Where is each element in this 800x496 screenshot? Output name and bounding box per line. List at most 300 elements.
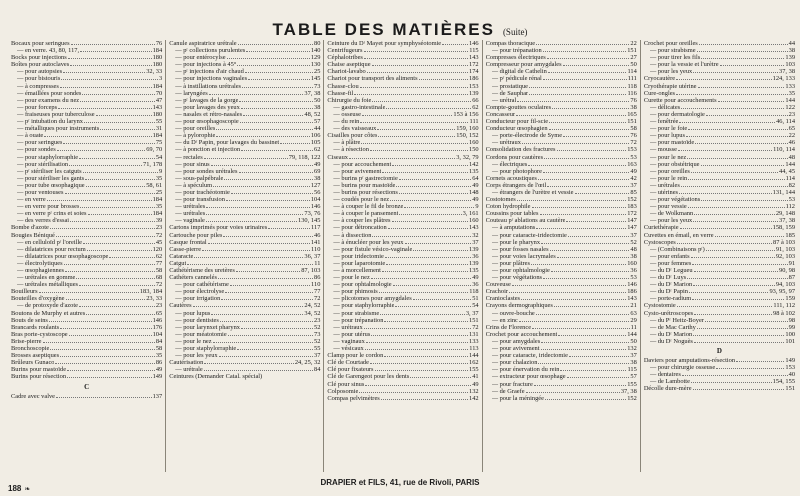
- entry-label: — en zinc: [491, 316, 518, 324]
- index-entry: [327, 345, 478, 352]
- index-entry: [169, 118, 320, 125]
- dot-leader: [413, 250, 468, 251]
- entry-label: — pour le nez: [649, 153, 687, 161]
- dot-leader: [543, 278, 629, 279]
- entry-page-ref: 118: [627, 82, 637, 90]
- index-entry: [11, 139, 162, 146]
- entry-page-ref: 186: [469, 75, 479, 83]
- entry-label: — à spéculum: [175, 181, 213, 189]
- dot-leader: [404, 207, 474, 208]
- entry-label: Chaise aseptique: [327, 61, 371, 69]
- entry-label: — pour voies lacrymales: [491, 252, 556, 260]
- dot-leader: [63, 72, 145, 73]
- dot-leader: [219, 356, 313, 357]
- index-column: [482, 40, 640, 472]
- entry-page-ref: 11: [630, 323, 637, 331]
- index-entry: [327, 338, 478, 345]
- dot-leader: [541, 342, 629, 343]
- index-entry: [644, 331, 795, 338]
- dot-leader: [79, 285, 155, 286]
- entry-page-ref: 38: [630, 103, 637, 111]
- dot-leader: [399, 179, 471, 180]
- entry-page-ref: 184: [152, 47, 163, 55]
- dot-leader: [55, 363, 154, 364]
- index-entry: [644, 182, 795, 189]
- index-entry: [644, 104, 795, 111]
- dot-leader: [206, 221, 297, 222]
- index-entry: [486, 203, 637, 210]
- dot-leader: [541, 349, 627, 350]
- dot-leader: [575, 193, 630, 194]
- entry-label: — ouvre-bouche: [491, 309, 535, 317]
- entry-label: — pour tirer les fils: [649, 54, 701, 62]
- entry-label: Bougies Béniqué: [11, 231, 55, 239]
- entry-page-ref: 104: [152, 330, 163, 338]
- entry-label: — burins pour résections: [333, 188, 398, 196]
- entry-label: Chariot pour transport des aliments: [327, 75, 418, 83]
- dot-leader: [382, 271, 468, 272]
- index-entry: [11, 295, 162, 302]
- dot-leader: [706, 115, 788, 116]
- entry-page-ref: 142: [469, 160, 479, 168]
- entry-label: Crins de Florence: [485, 323, 532, 331]
- dot-leader: [534, 385, 626, 386]
- entry-page-ref: 68: [155, 274, 163, 282]
- dot-leader: [109, 257, 154, 258]
- dot-leader: [228, 335, 313, 336]
- index-entry: [11, 118, 162, 125]
- dot-leader: [221, 299, 313, 300]
- dot-leader: [204, 158, 288, 159]
- entry-label: — pour phimosis: [333, 288, 378, 296]
- entry-page-ref: 86: [155, 359, 163, 367]
- entry-page-ref: 132: [627, 345, 637, 353]
- entry-label: — à dissection: [333, 231, 372, 239]
- dot-leader: [65, 271, 155, 272]
- index-entry: [644, 175, 795, 182]
- index-entry: [169, 210, 320, 217]
- entry-page-ref: 111: [627, 75, 637, 83]
- index-entry: [169, 302, 320, 309]
- dot-leader: [681, 186, 788, 187]
- entry-label: Casque frontal: [169, 238, 207, 246]
- dot-leader: [50, 228, 155, 229]
- dot-leader: [187, 264, 313, 265]
- entry-label: Consolidation des fractures: [485, 146, 556, 154]
- dot-leader: [365, 385, 471, 386]
- dot-leader: [79, 306, 155, 307]
- index-entry: [327, 381, 478, 388]
- index-entry: [327, 295, 478, 302]
- entry-label: — urétrales: [175, 210, 206, 218]
- index-entry: [327, 302, 478, 309]
- entry-page-ref: 180: [152, 110, 163, 118]
- entry-label: Cautérisation: [169, 359, 204, 367]
- dot-leader: [365, 349, 468, 350]
- index-entry: [327, 324, 478, 331]
- entry-label: — pour trépanation: [333, 316, 384, 324]
- entry-label: Cathétérisme des uretères: [169, 267, 235, 274]
- dot-leader: [692, 299, 784, 300]
- entry-label: — du Dʳ Legueu: [649, 267, 693, 274]
- entry-page-ref: 145: [310, 75, 321, 83]
- entry-page-ref: 42: [630, 174, 637, 182]
- entry-page-ref: 55: [155, 118, 163, 126]
- entry-page-ref: 184: [152, 132, 163, 140]
- entry-page-ref: 84: [155, 337, 163, 345]
- entry-page-ref: 48: [630, 245, 637, 253]
- entry-page-ref: 65: [155, 309, 163, 317]
- entry-label: — pour injections à 45°: [175, 61, 237, 69]
- page-subtitle: (Suite): [502, 27, 528, 37]
- entry-label: Ceinture du Dʳ Mayet pour symphyséotomie: [327, 40, 442, 47]
- dot-leader: [718, 101, 785, 102]
- index-entry: [486, 338, 637, 345]
- entry-page-ref: 54: [472, 302, 479, 310]
- entry-label: Bronchoscopie: [11, 345, 50, 353]
- entry-page-ref: 80: [314, 40, 321, 47]
- index-entry: [11, 175, 162, 182]
- dot-leader: [349, 158, 455, 159]
- index-entry: [11, 47, 162, 54]
- entry-page-ref: 3, 161: [462, 210, 479, 218]
- index-entry: [486, 210, 637, 217]
- entry-label: — pour énervation du rein: [491, 366, 560, 374]
- dot-leader: [360, 122, 468, 123]
- entry-label: — pour fosses nasales: [491, 245, 549, 253]
- index-entry: [327, 267, 478, 274]
- index-entry: [11, 132, 162, 139]
- index-entry: [644, 154, 795, 161]
- dot-leader: [68, 58, 152, 59]
- entry-label: — plicotomes pour amygdales: [333, 295, 412, 303]
- entry-page-ref: 104: [310, 196, 321, 204]
- entry-page-ref: 120: [152, 245, 163, 253]
- entry-label: — osseuse: [333, 110, 361, 118]
- dot-leader: [208, 243, 310, 244]
- entry-label: — de Graefe: [491, 387, 525, 395]
- dot-leader: [248, 79, 310, 80]
- entry-label: — de protoxyde d'azote: [17, 302, 78, 310]
- dot-leader: [693, 72, 778, 73]
- index-entry: [486, 373, 637, 380]
- entry-label: — de Mac Carthy: [649, 323, 696, 331]
- dot-leader: [568, 236, 630, 237]
- entry-page-ref: 47: [155, 96, 163, 104]
- entry-page-ref: 23: [155, 302, 163, 310]
- entry-page-ref: 72: [155, 231, 163, 239]
- dot-leader: [367, 72, 468, 73]
- entry-page-ref: 76: [630, 132, 637, 140]
- entry-page-ref: 38: [314, 174, 321, 182]
- entry-page-ref: 146: [310, 203, 321, 211]
- entry-page-ref: 91: [788, 259, 796, 267]
- dot-leader: [687, 158, 787, 159]
- dot-leader: [381, 399, 468, 400]
- entry-page-ref: 144: [785, 160, 796, 168]
- index-entry: [486, 324, 637, 331]
- dot-leader: [50, 349, 154, 350]
- entry-page-ref: 98 à 102: [773, 309, 796, 317]
- entry-label: Ciseaux: [327, 153, 348, 161]
- entry-page-ref: 160: [469, 217, 479, 225]
- index-entry: [327, 210, 478, 217]
- entry-page-ref: 63: [630, 309, 637, 317]
- dot-leader: [677, 243, 772, 244]
- entry-label: Canule aspiratrice urétrale: [169, 40, 237, 47]
- index-entry: [11, 68, 162, 75]
- entry-page-ref: 137: [152, 392, 163, 400]
- index-entry: [644, 75, 795, 82]
- index-entry: [327, 232, 478, 239]
- entry-page-ref: 153: [627, 146, 637, 154]
- entry-page-ref: 158, 159: [772, 224, 796, 232]
- entry-page-ref: 66: [472, 96, 479, 104]
- entry-label: Daviers pour amputations-résection: [643, 357, 736, 365]
- entry-page-ref: 149: [785, 357, 796, 365]
- dot-leader: [693, 389, 785, 390]
- entry-page-ref: 162: [469, 359, 479, 367]
- dot-leader: [687, 278, 787, 279]
- index-entry: [327, 68, 478, 75]
- index-entry: [11, 61, 162, 68]
- dot-leader: [60, 328, 152, 329]
- entry-label: — pour les yeux: [649, 217, 693, 225]
- dot-leader: [243, 115, 303, 116]
- entry-label: Chasse-fil: [327, 89, 354, 97]
- entry-label: — pour mastoïde: [649, 139, 695, 147]
- index-entry: [169, 359, 320, 366]
- entry-page-ref: 49: [472, 274, 479, 282]
- fleuron-icon: ❧: [24, 486, 31, 493]
- index-entry: [169, 239, 320, 246]
- entry-label: — émaillées pour sondes: [17, 89, 82, 97]
- index-column: [165, 40, 323, 472]
- dot-leader: [237, 65, 309, 66]
- index-entry: [486, 168, 637, 175]
- dot-leader: [371, 335, 468, 336]
- index-entry: [327, 196, 478, 203]
- index-entry: [327, 182, 478, 189]
- entry-label: — pour sondes urétrales: [175, 167, 238, 175]
- entry-page-ref: 22: [788, 132, 796, 140]
- entry-page-ref: 38: [314, 103, 321, 111]
- index-entry: [11, 196, 162, 203]
- entry-label: Colposomie: [327, 387, 359, 395]
- entry-label: — dilatatrices pour œsophagoscope: [17, 252, 109, 260]
- index-entry: [169, 154, 320, 161]
- index-entry: [486, 97, 637, 104]
- entry-label: — pour injections vaginales: [175, 75, 248, 83]
- entry-label: — pour sondes: [17, 146, 56, 154]
- entry-page-ref: 23: [788, 110, 796, 118]
- dot-leader: [241, 328, 313, 329]
- index-entry: [327, 359, 478, 366]
- entry-page-ref: 184: [152, 210, 163, 218]
- index-entry: [11, 310, 162, 317]
- entry-page-ref: 147: [627, 224, 637, 232]
- index-entry: [11, 302, 162, 309]
- entry-page-ref: 35: [155, 203, 163, 211]
- index-entry: [11, 239, 162, 246]
- dot-leader: [516, 115, 626, 116]
- dot-leader: [399, 214, 461, 215]
- entry-label: Bras porte-cystoscope: [11, 330, 68, 338]
- entry-label: — du Dʳ Noguès: [649, 337, 693, 345]
- dot-leader: [509, 292, 626, 293]
- index-entry: [644, 317, 795, 324]
- index-entry: [11, 224, 162, 231]
- index-entry: [327, 97, 478, 104]
- entry-label: Cartons imprimés pour voies urinaires: [169, 224, 268, 232]
- entry-label: — pour strabisme: [333, 309, 380, 317]
- entry-page-ref: 69: [314, 167, 321, 175]
- entry-page-ref: 65: [788, 125, 796, 133]
- entry-label: Cranioclastes: [485, 295, 521, 303]
- entry-page-ref: 62: [472, 103, 479, 111]
- dot-leader: [76, 278, 154, 279]
- dot-leader: [679, 193, 772, 194]
- index-entry: [11, 281, 162, 288]
- entry-page-ref: 51: [472, 295, 479, 303]
- dot-leader: [532, 207, 627, 208]
- dot-leader: [384, 356, 468, 357]
- index-entry: [169, 168, 320, 175]
- entry-page-ref: 50: [630, 61, 637, 69]
- entry-page-ref: 72: [630, 139, 637, 147]
- index-entry: [486, 302, 637, 309]
- entry-label: Corps étrangers de l'œil: [485, 181, 547, 189]
- entry-label: — pʳ collections purulentes: [175, 47, 246, 55]
- entry-page-ref: 76: [630, 96, 637, 104]
- entry-label: — pour examens du nez: [17, 96, 80, 104]
- index-entry: [644, 111, 795, 118]
- dot-leader: [529, 87, 626, 88]
- entry-page-ref: 37: [630, 181, 637, 189]
- entry-page-ref: 35: [788, 89, 796, 97]
- dot-leader: [80, 207, 154, 208]
- entry-label: — pour méatotomie: [175, 330, 227, 338]
- index-entry: [327, 61, 478, 68]
- entry-page-ref: 36: [472, 281, 479, 289]
- dot-leader: [720, 65, 785, 66]
- index-entry: [644, 288, 795, 295]
- entry-page-ref: 3: [159, 75, 163, 83]
- entry-page-ref: 105: [310, 139, 321, 147]
- entry-label: — pour photophore: [491, 167, 543, 175]
- entry-label: — vaginaux: [333, 337, 365, 345]
- entry-page-ref: 153: [469, 82, 479, 90]
- dot-leader: [364, 58, 468, 59]
- entry-label: — pour oreilles: [649, 167, 690, 175]
- index-entry: [486, 232, 637, 239]
- dot-leader: [202, 250, 310, 251]
- dot-leader: [204, 370, 313, 371]
- dot-leader: [676, 79, 772, 80]
- index-entry: [169, 373, 320, 380]
- entry-page-ref: 64: [472, 174, 479, 182]
- entry-label: — du Dʳ Marion: [649, 330, 693, 338]
- entry-page-ref: 36, 37: [304, 252, 321, 260]
- entry-label: — pour la méningée: [491, 394, 544, 402]
- entry-page-ref: 25: [314, 68, 321, 76]
- index-entry: [644, 189, 795, 196]
- dot-leader: [538, 363, 629, 364]
- dot-leader: [693, 221, 778, 222]
- entry-label: — des verres d'essai: [17, 217, 70, 225]
- entry-page-ref: 23: [155, 224, 163, 232]
- entry-page-ref: 24, 52: [304, 302, 321, 310]
- entry-page-ref: 139: [469, 259, 479, 267]
- index-entry: [169, 97, 320, 104]
- index-entry: [11, 168, 162, 175]
- entry-label: Cathéters cannelés: [169, 274, 217, 282]
- index-entry: [11, 267, 162, 274]
- index-entry: [11, 260, 162, 267]
- entry-label: — de Sauphar: [491, 89, 529, 97]
- entry-label: — pour laparotomie: [333, 259, 386, 267]
- entry-label: — pour amygdales: [491, 337, 541, 345]
- entry-page-ref: 37: [472, 238, 479, 246]
- entry-label: — pour transfusion: [175, 196, 225, 204]
- entry-page-ref: 9: [475, 203, 479, 211]
- entry-page-ref: 154, 155: [772, 378, 796, 386]
- entry-label: — à ponction et injection: [175, 146, 241, 154]
- dot-leader: [359, 392, 468, 393]
- entry-page-ref: 52: [314, 323, 321, 331]
- index-entry: [11, 393, 162, 400]
- entry-page-ref: 174: [469, 68, 479, 76]
- entry-label: Cordons pour cautères: [485, 153, 544, 161]
- entry-label: Cystoscopes: [643, 238, 676, 246]
- entry-label: Cuvettes en émail, en verre: [643, 231, 714, 239]
- entry-label: — pour ventouses: [17, 188, 64, 196]
- entry-label: — pour cathétérisme: [175, 281, 229, 289]
- entry-page-ref: 155: [627, 380, 637, 388]
- entry-page-ref: 86: [314, 274, 321, 282]
- entry-label: Cornets acoustiques: [485, 174, 537, 182]
- entry-label: Compresses électriques: [485, 54, 546, 62]
- entry-page-ref: 9: [159, 167, 163, 175]
- entry-label: — en verre pour brosses: [17, 203, 80, 211]
- index-entry: [169, 324, 320, 331]
- entry-page-ref: 151: [785, 385, 796, 393]
- entry-label: — pour végétations: [491, 274, 543, 282]
- index-entry: [644, 364, 795, 371]
- entry-page-ref: 183: [627, 203, 637, 211]
- index-entry: [11, 331, 162, 338]
- index-entry: [644, 132, 795, 139]
- index-entry: [327, 224, 478, 231]
- index-entry: [169, 274, 320, 281]
- entry-label: — pour ophtalmologie: [491, 267, 550, 274]
- dot-leader: [375, 370, 468, 371]
- index-entry: [486, 68, 637, 75]
- entry-page-ref: 155: [469, 366, 479, 374]
- index-entry: [327, 373, 478, 380]
- index-entry: [644, 97, 795, 104]
- entry-label: — pour irrigation: [175, 295, 221, 303]
- entry-page-ref: 40: [788, 371, 796, 379]
- dot-leader: [569, 356, 630, 357]
- index-entry: [11, 182, 162, 189]
- entry-page-ref: 37, 38: [304, 89, 321, 97]
- entry-page-ref: 122: [785, 103, 796, 111]
- index-entry: [169, 175, 320, 182]
- dot-leader: [87, 250, 152, 251]
- entry-label: Burins pour mastoïde: [11, 366, 67, 374]
- index-entry: [11, 75, 162, 82]
